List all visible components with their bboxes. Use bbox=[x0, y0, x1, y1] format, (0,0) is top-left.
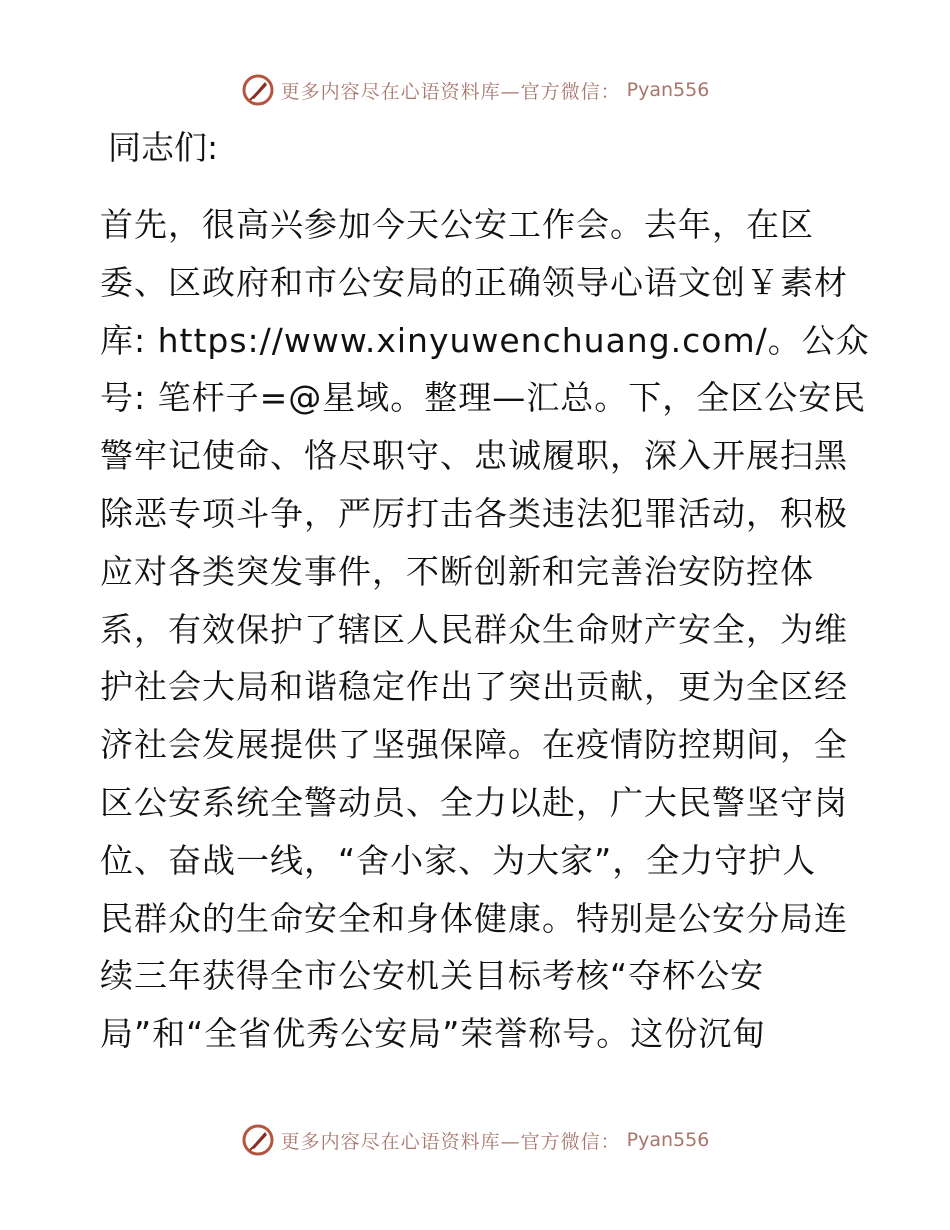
footer-banner-handle: Pyan556 bbox=[626, 1129, 710, 1151]
body-line: 号: 笔杆子=@星域。整理—汇总。下，全区公安民 bbox=[100, 378, 867, 418]
body-line: 库: https://www.xinyuwenchuang.com/。公众 bbox=[100, 320, 870, 360]
body-line: 除恶专项斗争，严厉打击各类违法犯罪活动，积极 bbox=[100, 493, 848, 533]
footer-banner-text: 更多内容尽在心语资料库—官方微信： bbox=[280, 1130, 621, 1153]
footer-watermark-banner bbox=[0, 1120, 950, 1160]
header-banner-handle: Pyan556 bbox=[626, 79, 710, 101]
body-line: 位、奋战一线，“舍小家、为大家”，全力守护人 bbox=[100, 840, 817, 880]
document-body bbox=[100, 196, 870, 1063]
salutation: 同志们: bbox=[108, 128, 219, 167]
body-line: 民群众的生命安全和身体健康。特别是公安分局连 bbox=[100, 898, 848, 938]
body-line: 济社会发展提供了坚强保障。在疫情防控期间，全 bbox=[100, 725, 848, 765]
body-line: 首先，很高兴参加今天公安工作会。去年，在区 bbox=[100, 205, 814, 244]
body-line: 委、区政府和市公安局的正确领导心语文创￥素材 bbox=[100, 262, 848, 302]
header-watermark-banner bbox=[0, 70, 950, 110]
body-line: 应对各类突发事件，不断创新和完善治安防控体 bbox=[100, 551, 814, 591]
header-banner-text: 更多内容尽在心语资料库—官方微信： bbox=[280, 80, 621, 103]
body-line: 续三年获得全市公安机关目标考核“夺杯公安 bbox=[100, 956, 765, 996]
body-line: 区公安系统全警动员、全力以赴，广大民警坚守岗 bbox=[100, 782, 848, 822]
body-line: 局”和“全省优秀公安局”荣誉称号。这份沉甸 bbox=[100, 1014, 767, 1054]
quill-logo-icon bbox=[241, 73, 275, 107]
body-line: 警牢记使命、恪尽职守、忠诚履职，深入开展扫黑 bbox=[100, 436, 848, 476]
body-line: 系，有效保护了辖区人民群众生命财产安全，为维 bbox=[100, 609, 848, 649]
quill-logo-icon bbox=[241, 1123, 275, 1157]
body-line: 护社会大局和谐稳定作出了突出贡献，更为全区经 bbox=[100, 667, 848, 707]
